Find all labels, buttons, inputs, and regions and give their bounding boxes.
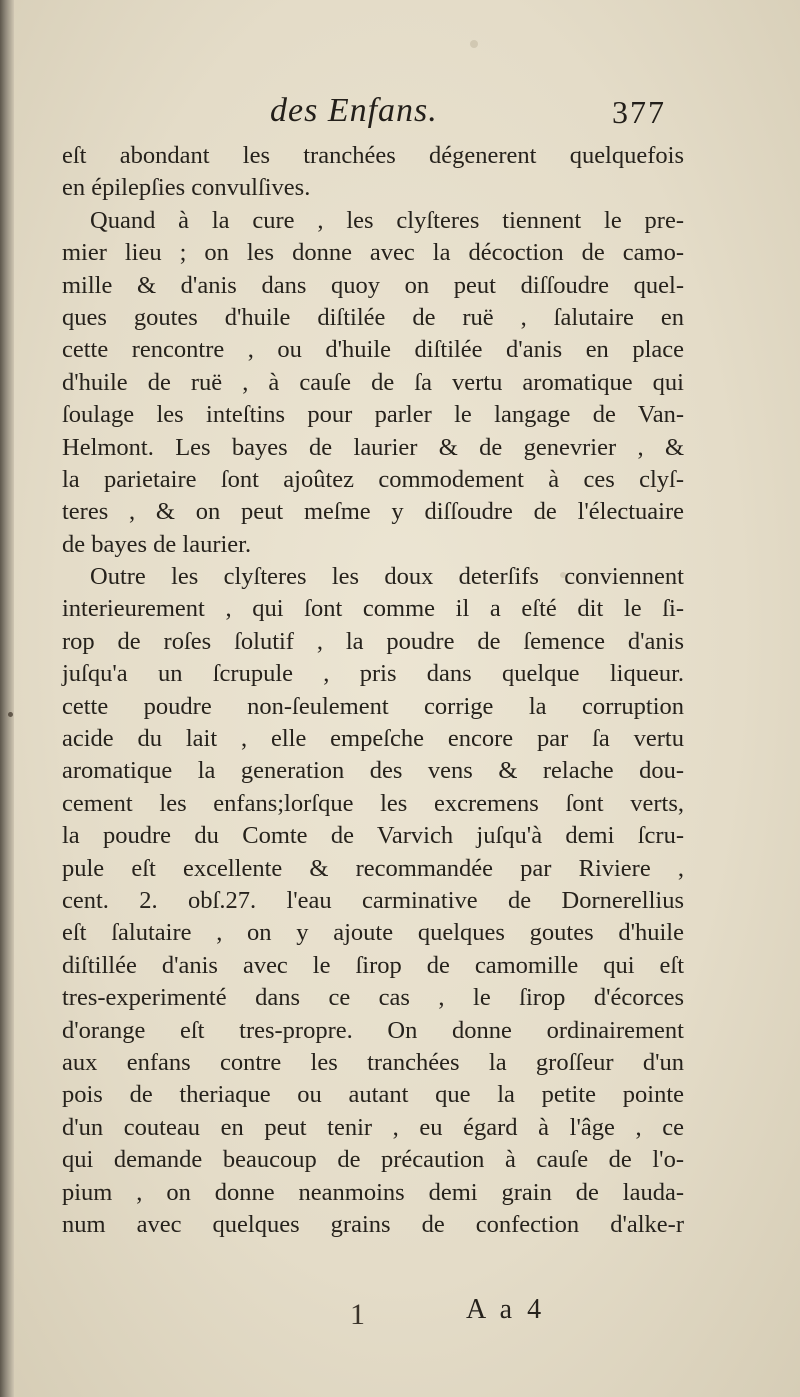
text-line: Outre les clyſteres les doux deterſifs conviennent: [90, 563, 684, 591]
text-line: juſqu'a un ſcrupule , pris dans quelque liqueur.: [62, 660, 684, 688]
body-text: [62, 140, 684, 1241]
text-line: Helmont. Les bayes de laurier & de genevrier , &: [62, 433, 684, 461]
text-line: ſoulage les inteſtins pour parler le langage de Van-: [62, 401, 684, 429]
text-line: aromatique la generation des vens & relache dou-: [62, 757, 684, 785]
text-line: mille & d'anis dans quoy on peut diſſoudre quel-: [62, 271, 684, 299]
foxing-spot: [8, 712, 13, 717]
text-line: cement les enfans;lorſque les excremens ſont verts,: [62, 789, 684, 817]
page-number: 377: [612, 94, 666, 130]
text-line: ques goutes d'huile diſtilée de ruë , ſalutaire en: [62, 303, 684, 331]
text-line: d'un couteau en peut tenir , eu égard à l'âge , ce: [62, 1113, 684, 1141]
page-gutter: [0, 0, 14, 1397]
running-title: des Enfans.: [270, 92, 438, 129]
text-line: cette rencontre , ou d'huile diſtilée d'anis en place: [62, 336, 684, 364]
text-line: la poudre du Comte de Varvich juſqu'à demi ſcru-: [62, 822, 684, 850]
text-line: aux enfans contre les tranchées la groſſeur d'un: [62, 1048, 684, 1076]
signature-mark: A a 4: [466, 1294, 546, 1325]
text-line: pule eſt excellente & recommandée par Riviere ,: [62, 854, 684, 882]
text-line: tres-experimenté dans ce cas , le ſirop d'écorces: [62, 984, 684, 1012]
text-line: cent. 2. obſ.27. l'eau carminative de Dornerellius: [62, 886, 684, 914]
text-line: pium , on donne neanmoins demi grain de lauda-: [62, 1178, 684, 1206]
text-line: teres , & on peut meſme y diſſoudre de l'électuaire: [62, 498, 684, 526]
ink-mark: 1: [350, 1298, 365, 1331]
text-line: qui demande beaucoup de précaution à cauſe de l'o-: [62, 1146, 684, 1174]
foxing-spot: [470, 40, 478, 48]
text-line: rop de roſes ſolutif , la poudre de ſemence d'anis: [62, 627, 684, 655]
text-line: interieurement , qui ſont comme il a eſté dit le ſi-: [62, 595, 684, 623]
text-line: diſtillée d'anis avec le ſirop de camomille qui eſt: [62, 951, 684, 979]
text-line: pois de theriaque ou autant que la petite pointe: [62, 1081, 684, 1109]
text-line: la parietaire ſont ajoûtez commodement à ces clyſ-: [62, 465, 684, 493]
text-line: eſt ſalutaire , on y ajoute quelques goutes d'huile: [62, 919, 684, 947]
text-line: mier lieu ; on les donne avec la décoction de camo-: [62, 239, 684, 267]
text-line: eſt abondant les tranchées dégenerent quelquefois: [62, 142, 684, 169]
text-line: acide du lait , elle empeſche encore par ſa vertu: [62, 725, 684, 753]
text-line: num avec quelques grains de confection d'alke-r: [62, 1210, 684, 1238]
text-line: de bayes de laurier.: [62, 530, 252, 558]
text-line: Quand à la cure , les clyſteres tiennent le pre-: [90, 206, 684, 234]
text-line: en épilepſies convulſives.: [62, 174, 311, 202]
text-line: d'orange eſt tres-propre. On donne ordinairement: [62, 1016, 684, 1044]
page-header: [0, 92, 800, 142]
text-line: d'huile de ruë , à cauſe de ſa vertu aromatique qui: [62, 368, 684, 396]
text-line: cette poudre non-ſeulement corrige la corruption: [62, 692, 684, 720]
